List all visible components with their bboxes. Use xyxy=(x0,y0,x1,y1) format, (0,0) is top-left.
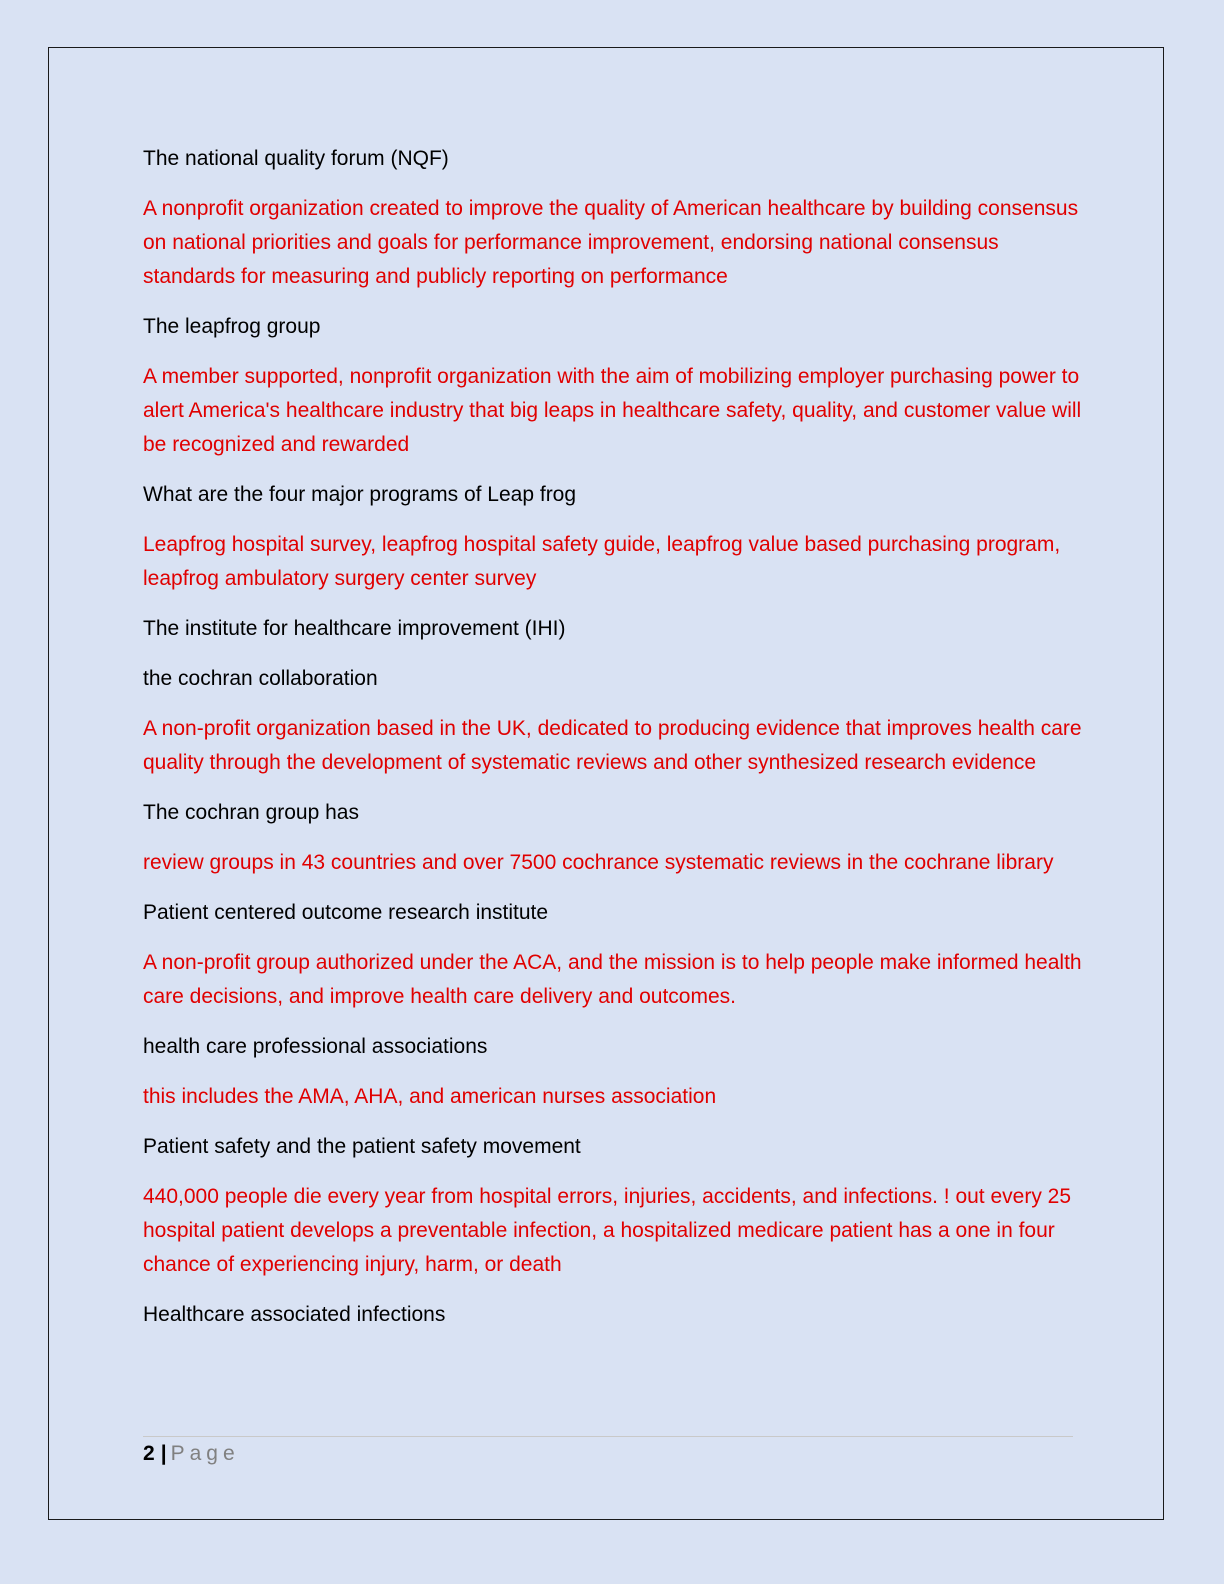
definition-nqf: A nonprofit organization created to improve the quality of American healthcare by building consensus on national priorities and goals for performance improvement, endorsing national consensus standards for measuring and publicly reporting on performance xyxy=(143,197,1079,288)
term-leapfrog-programs: What are the four major programs of Leap frog xyxy=(143,483,577,506)
page-label: Page xyxy=(170,1442,240,1465)
term-ihi: The institute for healthcare improvement (IHI) xyxy=(143,617,566,640)
page-footer xyxy=(143,1439,240,1469)
term-nqf: The national quality forum (NQF) xyxy=(143,147,449,170)
term-cochran-group: The cochran group has xyxy=(143,801,359,824)
definition-cochran-group: review groups in 43 countries and over 7500 cochrance systematic reviews in the cochrane library xyxy=(143,851,1054,874)
document-body xyxy=(143,142,1083,1348)
definition-cochran-collaboration: A non-profit organization based in the UK, dedicated to producing evidence that improves health care quality through the development of systematic reviews and other synthesized research evidence xyxy=(143,717,1082,774)
term-leapfrog-group: The leapfrog group xyxy=(143,315,321,338)
footer-divider xyxy=(143,1436,1073,1437)
definition-pcori: A non-profit group authorized under the ACA, and the mission is to help people make informed health care decisions, and improve health care delivery and outcomes. xyxy=(143,951,1082,1008)
term-professional-associations: health care professional associations xyxy=(143,1035,488,1058)
definition-patient-safety: 440,000 people die every year from hospital errors, injuries, accidents, and infections. ! out every 25 hospital patient develops a preventable infection, a hospitalized medicare patient has a one in four chance of experiencing injury, harm, or death xyxy=(143,1185,1072,1276)
term-patient-safety: Patient safety and the patient safety movement xyxy=(143,1135,581,1158)
term-hai: Healthcare associated infections xyxy=(143,1303,446,1326)
term-pcori: Patient centered outcome research institute xyxy=(143,901,549,924)
page-number: 2 xyxy=(143,1442,155,1465)
footer-separator: | xyxy=(160,1442,167,1465)
definition-leapfrog-group: A member supported, nonprofit organization with the aim of mobilizing employer purchasing power to alert America's healthcare industry that big leaps in healthcare safety, quality, and customer value will be recognized and rewarded xyxy=(143,365,1082,456)
term-cochran-collaboration: the cochran collaboration xyxy=(143,667,378,690)
definition-leapfrog-programs: Leapfrog hospital survey, leapfrog hospital safety guide, leapfrog value based purchasing program, leapfrog ambulatory surgery center survey xyxy=(143,533,1061,590)
definition-professional-associations: this includes the AMA, AHA, and american nurses association xyxy=(143,1085,717,1108)
